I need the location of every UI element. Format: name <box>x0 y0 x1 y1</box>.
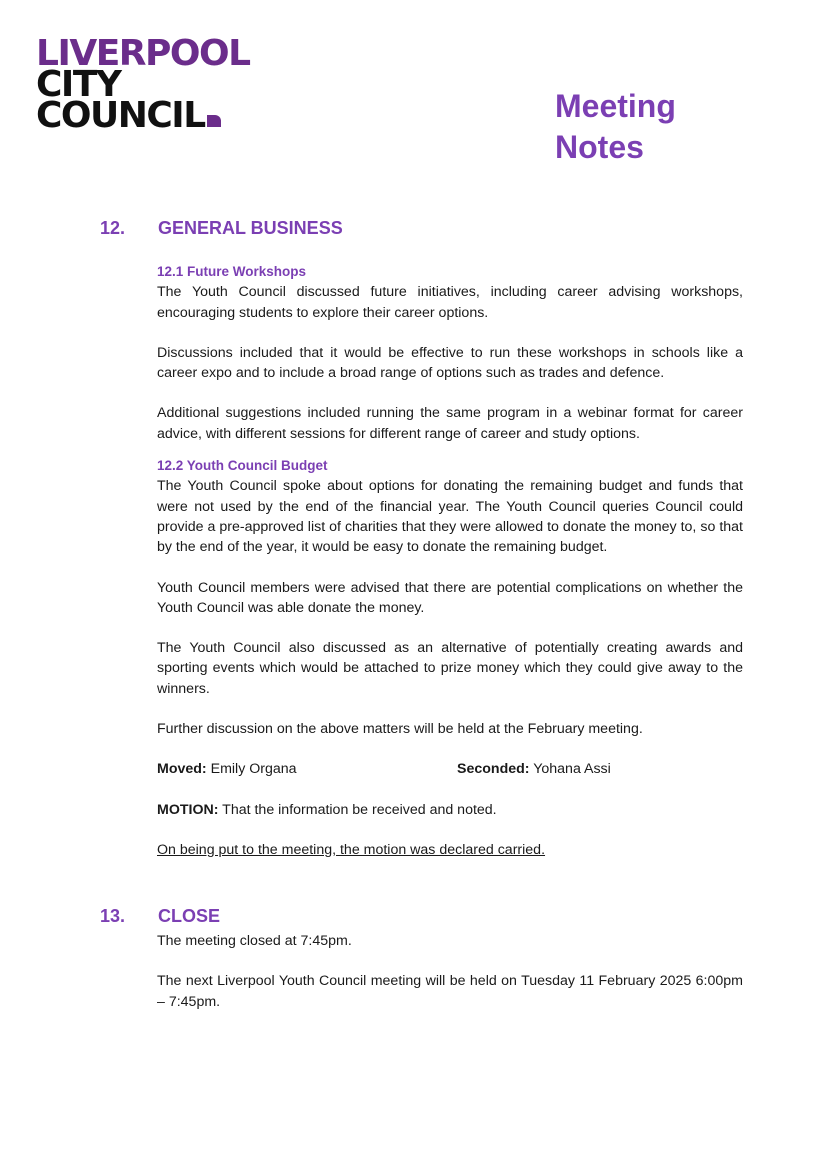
moved-seconded-row <box>157 759 743 779</box>
paragraph: The Youth Council spoke about options for donating the remaining budget and funds that were not used by the end of the financial year. The Youth Council queries Council could provide a pre-approved list of charities that they were allowed to donate the money to, so that by the end of the year, it would be easy to donate the remaining budget. <box>157 478 743 556</box>
paragraph: The Youth Council also discussed as an alternative of potentially creating awards and sporting events which would be attached to prize money which they could give away to the winners. <box>157 640 743 697</box>
seconded-label: Seconded: <box>457 761 530 778</box>
seconded-field <box>457 759 611 779</box>
paragraph: Additional suggestions included running the same program in a webinar format for career advice, with different sessions for different range of career and study options. <box>157 405 743 442</box>
seconded-name: Yohana Assi <box>533 761 611 778</box>
council-logo <box>36 33 250 136</box>
document-title-line-1: Meeting <box>555 88 676 124</box>
motion-label: MOTION: <box>157 801 219 818</box>
logo-line-3-text: COUNCIL <box>36 95 205 136</box>
logo-mark-icon <box>207 115 221 127</box>
document-title <box>555 86 676 168</box>
moved-label: Moved: <box>157 761 207 778</box>
paragraph: The Youth Council discussed future initiatives, including career advising workshops, encouraging students to explore their career options. <box>157 284 743 321</box>
motion-statement <box>157 800 743 820</box>
motion-carried: On being put to the meeting, the motion was declared carried. <box>157 841 546 858</box>
section-13-content <box>157 931 743 1032</box>
paragraph: Further discussion on the above matters will be held at the February meeting. <box>157 721 643 738</box>
motion-text: That the information be received and noted. <box>222 801 497 818</box>
paragraph: The next Liverpool Youth Council meeting will be held on Tuesday 11 February 2025 6:00pm – 7:45pm. <box>157 973 743 1010</box>
paragraph: The meeting closed at 7:45pm. <box>157 933 352 949</box>
section-13-heading <box>100 906 220 927</box>
logo-line-1: LIVERPOOL <box>36 33 250 74</box>
logo-line-2: CITY <box>36 64 121 105</box>
logo-line-3 <box>36 95 250 136</box>
subsection-12-1-heading: 12.1 Future Workshops <box>157 264 307 279</box>
section-12-title: GENERAL BUSINESS <box>158 218 343 238</box>
section-13-number: 13. <box>100 906 126 926</box>
moved-name: Emily Organa <box>210 761 297 778</box>
document-title-line-2: Notes <box>555 129 644 165</box>
paragraph: Discussions included that it would be effective to run these workshops in schools like a career expo and to include a broad range of options such as trades and defence. <box>157 344 743 382</box>
section-12-number: 12. <box>100 218 126 238</box>
section-13-title: CLOSE <box>158 906 221 926</box>
section-12-heading <box>100 218 343 239</box>
moved-field <box>157 759 457 779</box>
paragraph: Youth Council members were advised that there are potential complications on whether the Youth Council was able donate the money. <box>157 579 743 616</box>
subsection-12-2-heading: 12.2 Youth Council Budget <box>157 458 328 474</box>
section-12-content <box>157 262 743 880</box>
